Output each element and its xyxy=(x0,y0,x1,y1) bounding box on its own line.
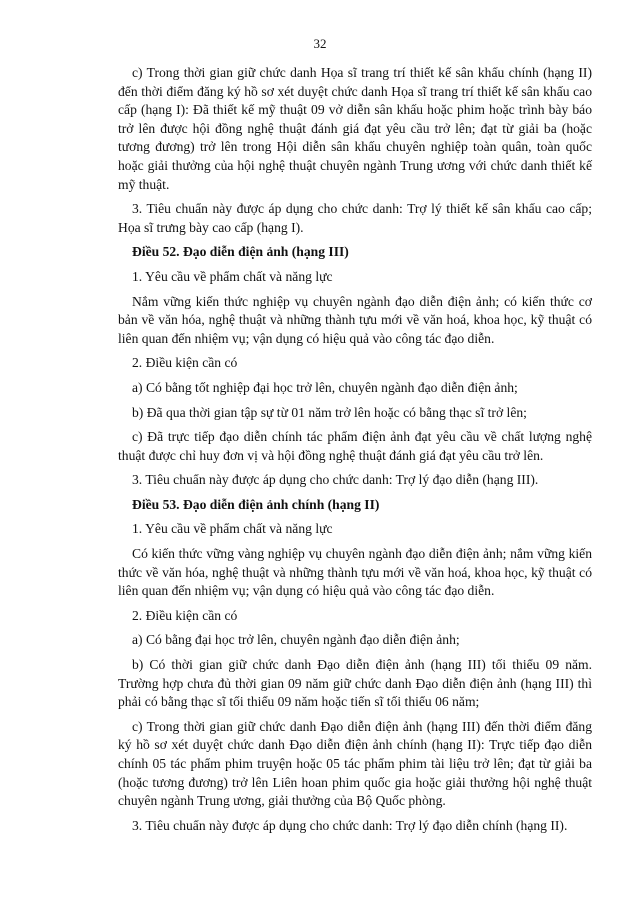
document-body xyxy=(118,64,592,841)
paragraph: a) Có bằng tốt nghiệp đại học trở lên, chuyên ngành đạo diễn điện ảnh; xyxy=(132,379,518,395)
article-heading: Điều 52. Đạo diễn điện ảnh (hạng III) xyxy=(132,244,349,260)
paragraph: c) Trong thời gian giữ chức danh Đạo diễn điện ảnh (hạng III) đến thời điểm đăng ký hồ sơ xét duyệt chức danh Đạo diễn điện ảnh chính (hạng II): Trực tiếp đạo diễn chính 05 tác phẩm phim truyện hoặc 05 tác phẩm phim tài liệu trở lên; đạt từ giải ba (hoặc tương đương) trở lên Liên hoan phim quốc gia hoặc giải thưởng hội nghệ thuật chuyên ngành Trung ương, giải thưởng của Bộ Quốc phòng. xyxy=(118,718,592,809)
paragraph: 3. Tiêu chuẩn này được áp dụng cho chức danh: Trợ lý đạo diễn chính (hạng II). xyxy=(132,817,568,833)
paragraph: a) Có bằng đại học trở lên, chuyên ngành đạo diễn điện ảnh; xyxy=(132,632,460,648)
article-heading: Điều 53. Đạo diễn điện ảnh chính (hạng II) xyxy=(132,496,380,512)
paragraph: b) Đã qua thời gian tập sự từ 01 năm trở lên hoặc có bằng thạc sĩ trở lên; xyxy=(132,404,527,420)
paragraph: c) Trong thời gian giữ chức danh Họa sĩ trang trí thiết kế sân khấu chính (hạng II) đến thời điểm đăng ký hồ sơ xét duyệt chức danh Họa sĩ trang trí thiết kế sân khấu cao cấp (hạng I): Đã thiết kế mỹ thuật 09 vở diễn sân khấu hoặc phim hoặc trình bày báo trở lên được hội đồng nghệ thuật đánh giá đạt yêu cầu trở lên; đạt từ giải ba (hoặc tương đương) trở lên trong Hội diễn sân khấu chuyên nghiệp toàn quân, toàn quốc hoặc giải thưởng của hội nghệ thuật chuyên ngành Trung ương với chức danh thiết kế mỹ thuật. xyxy=(118,65,592,192)
paragraph: c) Đã trực tiếp đạo diễn chính tác phẩm điện ảnh đạt yêu cầu về chất lượng nghệ thuật được chỉ huy đơn vị và hội đồng nghệ thuật đánh giá đạt yêu cầu trở lên. xyxy=(118,429,592,463)
paragraph: Nắm vững kiến thức nghiệp vụ chuyên ngành đạo diễn điện ảnh; có kiến thức cơ bản về văn hóa, nghệ thuật và những thành tựu mới về văn hoá, khoa học, kỹ thuật có liên quan đến nhiệm vụ; vận dụng có hiệu quả vào công tác đạo diễn. xyxy=(118,293,592,346)
paragraph: 1. Yêu cầu về phẩm chất và năng lực xyxy=(132,521,333,537)
paragraph: 3. Tiêu chuẩn này được áp dụng cho chức danh: Trợ lý đạo diễn (hạng III). xyxy=(132,472,539,488)
page-number: 32 xyxy=(313,36,327,51)
paragraph: Có kiến thức vững vàng nghiệp vụ chuyên ngành đạo diễn điện ảnh; nắm vững kiến thức về văn hóa, nghệ thuật và những thành tựu mới về văn hoá, khoa học, kỹ thuật có liên quan đến nhiệm vụ; vận dụng có hiệu quả vào công tác đạo diễn. xyxy=(118,546,592,599)
paragraph: 1. Yêu cầu về phẩm chất và năng lực xyxy=(132,268,333,284)
paragraph: 3. Tiêu chuẩn này được áp dụng cho chức danh: Trợ lý thiết kế sân khấu cao cấp; Họa sĩ trưng bày cao cấp (hạng I). xyxy=(118,201,592,235)
paragraph: b) Có thời gian giữ chức danh Đạo diễn điện ảnh (hạng III) tối thiểu 09 năm. Trường hợp chưa đủ thời gian 09 năm giữ chức danh Đạo diễn điện ảnh (hạng III) thì phải có bằng thạc sĩ tối thiểu 09 năm hoặc tiến sĩ tối thiểu 06 năm; xyxy=(118,657,592,710)
paragraph: 2. Điều kiện cần có xyxy=(132,607,238,623)
paragraph: 2. Điều kiện cần có xyxy=(132,355,238,371)
